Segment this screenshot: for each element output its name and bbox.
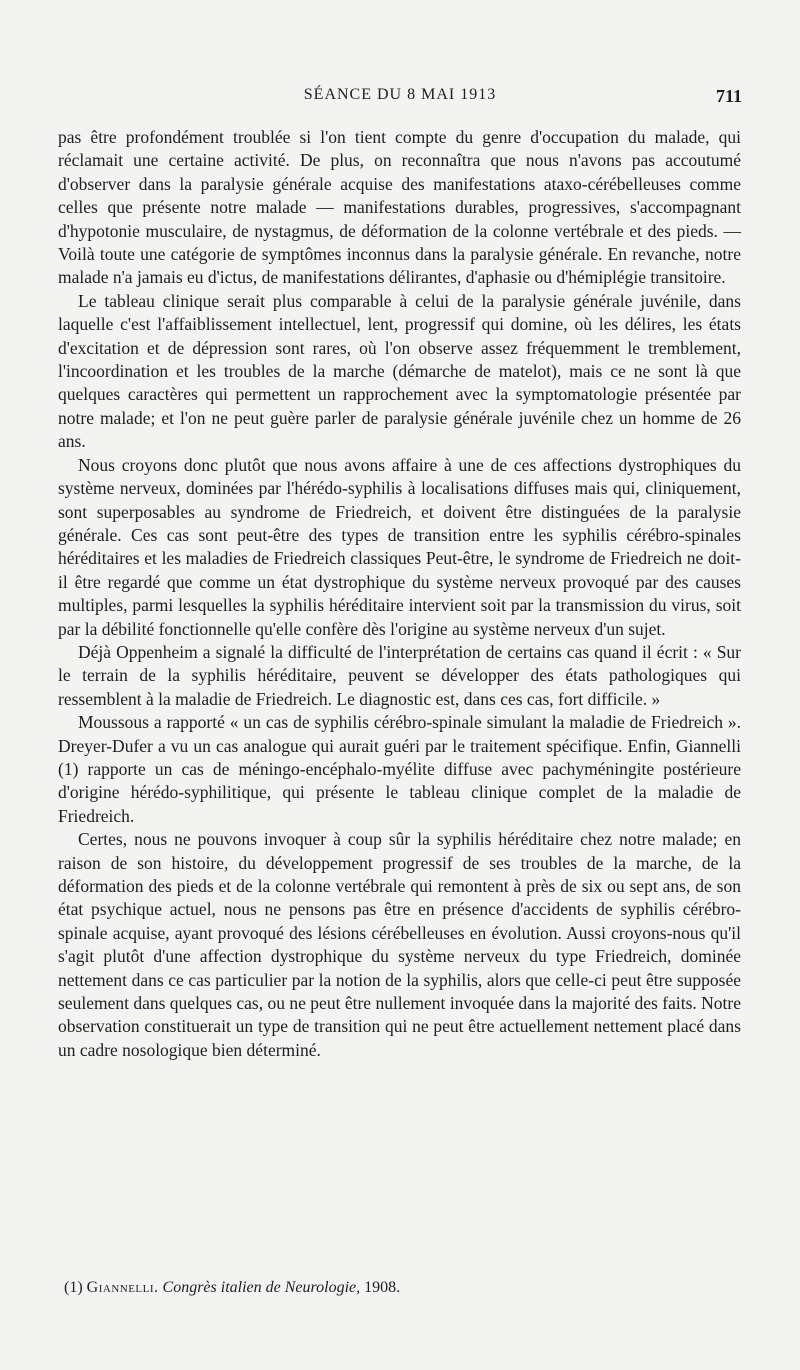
running-header: [58, 86, 742, 112]
page-number: 711: [715, 86, 742, 106]
paragraph-juvenile-paralysis: Le tableau clinique serait plus comparable à celui de la paralysie générale juvénile, dans laquelle c'est l'affaiblissement intellectuel, lent, progressif qui domine, où les délires, les états d'excitation et de dépression sont rares, où l'on observe assez fréquemment le tremblement, l'incoordination et les troubles de la marche (démarche de matelot), mais ce ne sont là que quelques caractères qui permettent un rapprochement avec la symptomatologie présentée par notre malade; et l'on ne peut guère parler de paralysie générale juvénile chez un homme de 26 ans.: [58, 290, 741, 452]
paragraph-conclusion: Certes, nous ne pouvons invoquer à coup sûr la syphilis héréditaire chez notre malade; en raison de son histoire, du développement progressif de ses troubles de la marche, de la déformation des pieds et de la colonne vertébrale qui remontent à près de six ou sept ans, de son état psychique actuel, nous ne pensons pas être en présence d'accidents de syphilis cérébro-spinale acquise, ayant provoqué des lésions cérébelleuses en évolution. Aussi croyons-nous qu'il s'agit plutôt d'une affection dystrophique du système nerveux du type Friedreich, dominée nettement dans ce cas particulier par la notion de la syphilis, alors que celle-ci peut être supposée seulement dans quelques cas, ou ne peut être nullement invoquée dans la majorité des faits. Notre observation constituerait un type de transition qui ne peut être actuellement nettement placé dans un cadre nosologique bien déterminé.: [58, 829, 741, 1060]
paragraph-oppenheim: Déjà Oppenheim a signalé la difficulté de l'interprétation de certains cas quand il écrit : « Sur le terrain de la syphilis héréditaire, peuvent se développer des états pathologiques qui ressemblent à la maladie de Friedreich. Le diagnostic est, dans ces cas, fort difficile. »: [58, 641, 741, 709]
paragraph-continuation: pas être profondément troublée si l'on tient compte du genre d'occupation du malade, qui réclamait une certaine activité. De plus, on reconnaîtra que nous n'avons pas accoutumé d'observer dans la paralysie générale acquise des manifestations ataxo-cérébelleuses comme celles que présente notre malade — manifestations durables, progressives, s'accompagnant d'hypotonie musculaire, de nystagmus, de déformation de la colonne vertébrale et des pieds. — Voilà toute une catégorie de symptômes inconnus dans la paralysie générale. En revanche, notre malade n'a jamais eu d'ictus, de manifestations délirantes, d'aphasie ou d'hémiplégie transitoire.: [58, 127, 741, 288]
footnote-author: Giannelli.: [86, 1279, 159, 1296]
footnote-title: Congrès italien de Neurologie,: [162, 1279, 361, 1296]
footnote: [64, 1279, 740, 1297]
body-text: [58, 126, 741, 1062]
paragraph-moussous: Moussous a rapporté « un cas de syphilis cérébro-spinale simulant la maladie de Friedreich ». Dreyer-Dufer a vu un cas analogue qui aurait guéri par le traitement spécifique. Enfin, Giannelli (1) rapporte un cas de méningo-encéphalo-myélite diffuse avec pachyméningite postérieure d'origine hérédo-syphilitique, qui présente le tableau clinique complet de la maladie de Friedreich.: [58, 712, 741, 826]
running-title: SÉANCE DU 8 MAI 1913: [303, 86, 497, 103]
footnote-marker: (1): [64, 1279, 83, 1296]
paragraph-dystrophic-affections: Nous croyons donc plutôt que nous avons affaire à une de ces affections dystrophiques du système nerveux, dominées par l'hérédo-syphilis à localisations diffuses mais qui, cliniquement, sont superposables au syndrome de Friedreich, et doivent être distinguées de la paralysie générale. Ces cas sont peut-être des types de transition entre les syphilis cérébro-spinales héréditaires et les maladies de Friedreich classiques Peut-être, le syndrome de Friedreich ne doit-il être regardé que comme un état dystrophique du système nerveux provoqué par des causes multiples, parmi lesquelles la syphilis héréditaire intervient soit par la transmission du virus, soit par la débilité fonctionnelle qu'elle confère dès l'origine au système nerveux d'un sujet.: [58, 454, 741, 639]
footnote-year: 1908.: [364, 1279, 401, 1296]
